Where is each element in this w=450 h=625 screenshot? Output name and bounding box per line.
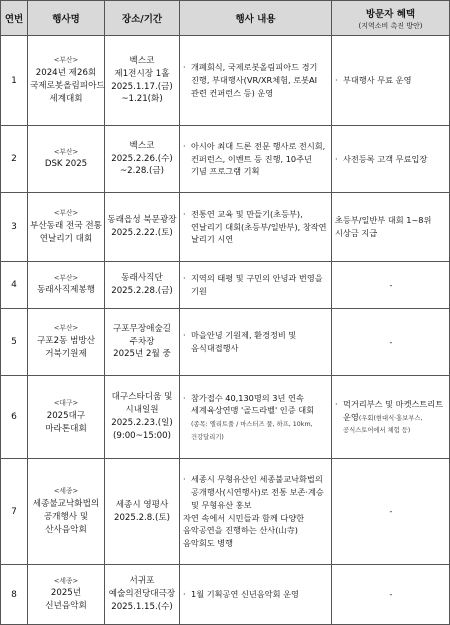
event-region: <세종> [53, 576, 79, 585]
visitor-benefit-cell [332, 193, 450, 262]
event-place-cell [105, 262, 180, 309]
event-content-cell [180, 565, 332, 625]
event-place-cell [105, 459, 180, 565]
event-place-cell [105, 309, 180, 376]
visitor-benefit-cell: - [332, 309, 450, 376]
content-text: 지역의 태평 및 구민의 안녕과 번영을 기원 [191, 273, 323, 296]
event-place-line: 세종시 영평사 [115, 499, 169, 510]
event-place-line: 제1전시장 1홀 [114, 68, 170, 79]
event-number: 4 [1, 262, 28, 309]
visitor-benefit-cell: - [332, 262, 450, 309]
content-item [183, 208, 329, 246]
event-number: 2 [1, 126, 28, 193]
content-item [183, 392, 329, 443]
table-row [1, 193, 450, 262]
event-place-line: 2025.2.26.(수) [111, 153, 173, 164]
event-place-line: 2025.1.15.(수) [111, 601, 173, 612]
event-name-cell [28, 376, 105, 459]
table-row [1, 126, 450, 193]
event-content-cell [180, 459, 332, 565]
table-row [1, 376, 450, 459]
benefit-item [335, 398, 447, 436]
event-name-cell [28, 309, 105, 376]
event-place-line: 대구스타디움 및 [111, 392, 173, 403]
benefit-item [335, 74, 447, 87]
event-region: <부산> [53, 147, 79, 156]
event-content-cell [180, 262, 332, 309]
event-name-cell [28, 565, 105, 625]
event-place-line: 벡스코 [129, 140, 155, 151]
event-place-line: 2025.1.17.(금) [111, 81, 173, 92]
visitor-benefit-cell: - [332, 565, 450, 625]
event-name: 동래사직제봉행 [36, 285, 96, 296]
benefit-text: 사전등록 고객 무료입장 [343, 153, 428, 164]
event-number: 6 [1, 376, 28, 459]
content-item [183, 329, 329, 354]
benefit-text: 먹거리부스 및 마켓스트리트 운영 [343, 398, 444, 422]
event-number: 8 [1, 565, 28, 625]
event-region: <부산> [53, 273, 79, 282]
event-content-cell [180, 126, 332, 193]
benefit-text: 초등부/일반부 대회 1~8위 시상금 지급 [335, 215, 432, 238]
event-region: <부산> [53, 324, 79, 333]
event-name-cell [28, 126, 105, 193]
event-place-line: 주차장 [129, 336, 155, 347]
event-place-line: ~1.21(화) [121, 94, 163, 105]
event-name-cell [28, 262, 105, 309]
event-place-cell [105, 36, 180, 126]
visitor-benefit-cell: - [332, 459, 450, 565]
benefit-note: (우회(현대식·홍보부스, 공식스토어에서 체험 등) [343, 414, 423, 435]
event-place-line: 시내일원 [125, 405, 159, 416]
event-name: 구포2동 범방산 거북기원제 [36, 335, 95, 359]
event-place-cell [105, 193, 180, 262]
table-row [1, 459, 450, 565]
event-place-line: 동래사직단 [121, 273, 163, 284]
event-name: DSK 2025 [44, 159, 88, 170]
event-name: 2025년 신년음악회 [45, 588, 87, 612]
event-number: 3 [1, 193, 28, 262]
table-row [1, 309, 450, 376]
event-region: <부산> [53, 209, 79, 218]
event-content-cell [180, 193, 332, 262]
event-region: <부산> [53, 56, 79, 65]
content-text: 세종시 무형유산인 세종불교낙화법의 공개행사(시연행사)로 전통 보존·계승 및 무형유산 홍보 [191, 474, 324, 510]
table-header-row [1, 1, 450, 36]
table-row [1, 565, 450, 625]
event-name-cell [28, 193, 105, 262]
event-region: <대구> [53, 399, 79, 408]
content-item [183, 588, 329, 601]
content-item [183, 473, 329, 511]
content-text: 전통연 교육 및 만들기(초등부), 연날리기 대회(초등부/일반부), 창작연 날리기 시연 [191, 208, 327, 245]
content-item [183, 512, 329, 550]
event-place-line: 서귀포 [129, 576, 155, 587]
event-name-cell [28, 36, 105, 126]
event-content-cell [180, 36, 332, 126]
visitor-benefit-cell [332, 376, 450, 459]
benefit-item [335, 153, 447, 166]
event-place-cell [105, 376, 180, 459]
content-text: 자연 속에서 시민들과 함께 다양한 음악공연을 진행하는 산사(山寺)음악회도 병행 [183, 512, 305, 548]
event-region: <세종> [53, 487, 79, 496]
content-text: 1월 기획공연 신년음악회 운영 [191, 589, 299, 600]
event-place-line: 2025.2.28.(금) [111, 286, 173, 296]
content-text: 아시아 최대 드론 전문 행사로 전시회, 컨퍼런스, 이벤트 등 진행, 10주년 기념 프로그램 기획 [191, 140, 326, 177]
content-text: 참가접수 40,130명의 3년 연속 세계육상연맹 '골드라벨' 인증 대회 [191, 392, 315, 416]
event-place-cell [105, 126, 180, 193]
event-place-line: 벡스코 [129, 55, 155, 66]
header-place: 장소/기간 [105, 1, 180, 36]
event-place-line: 2025년 2월 중 [113, 349, 171, 360]
event-content-cell [180, 376, 332, 459]
event-place-cell [105, 565, 180, 625]
table-row [1, 262, 450, 309]
header-name: 행사명 [28, 1, 105, 36]
event-place-line: 2025.2.23.(일) [111, 418, 173, 428]
header-benefit [332, 1, 450, 36]
event-number: 5 [1, 309, 28, 376]
content-text: 마을안녕 기원제, 환경정비 및 음식대접행사 [191, 330, 297, 353]
event-place-line: 구포무장애숲길 [112, 323, 172, 334]
content-text: 개폐회식, 국제로봇올림피아드 경기 진행, 부대행사(VR/XR체험, 로봇AI 관련 컨퍼런스 등) 운영 [191, 62, 318, 98]
visitor-benefit-cell [332, 126, 450, 193]
content-note: (종목: 엘리트풀 / 마스터즈 풀, 하프, 10km, 건강달리기) [191, 420, 313, 441]
event-place-line: 예술의전당대극장 [108, 589, 176, 600]
benefit-item [335, 214, 447, 239]
event-place-line: 2025.2.8.(토) [113, 512, 170, 523]
event-place-line: ~2.28.(금) [119, 166, 165, 177]
content-item [183, 272, 329, 297]
event-place-line: (9:00~15:00) [113, 430, 171, 441]
content-item [183, 61, 329, 99]
event-name: 부산동래 전국 전통 연날리기 대회 [30, 220, 102, 244]
event-content-cell [180, 309, 332, 376]
event-number: 7 [1, 459, 28, 565]
header-benefit-title: 방문자 혜택 [365, 8, 416, 20]
event-name: 2025대구 마라톤대회 [45, 410, 87, 434]
event-name: 2024년 제26회 국제로봇올림피아드 세계대회 [30, 67, 105, 104]
event-place-line: 동래읍성 북문광장 2025.2.22.(토) [107, 215, 177, 238]
header-no: 연번 [1, 1, 28, 36]
event-name: 세종불교낙화법의 공개행사 및 산사음악회 [32, 498, 100, 535]
benefit-text: 부대행사 무료 운영 [343, 75, 412, 86]
content-item [183, 140, 329, 178]
header-content: 행사 내용 [180, 1, 332, 36]
event-number: 1 [1, 36, 28, 126]
header-benefit-subtitle: (지역소비 촉진 방안) [358, 21, 423, 30]
event-name-cell [28, 459, 105, 565]
table-row [1, 36, 450, 126]
visitor-benefit-cell [332, 36, 450, 126]
